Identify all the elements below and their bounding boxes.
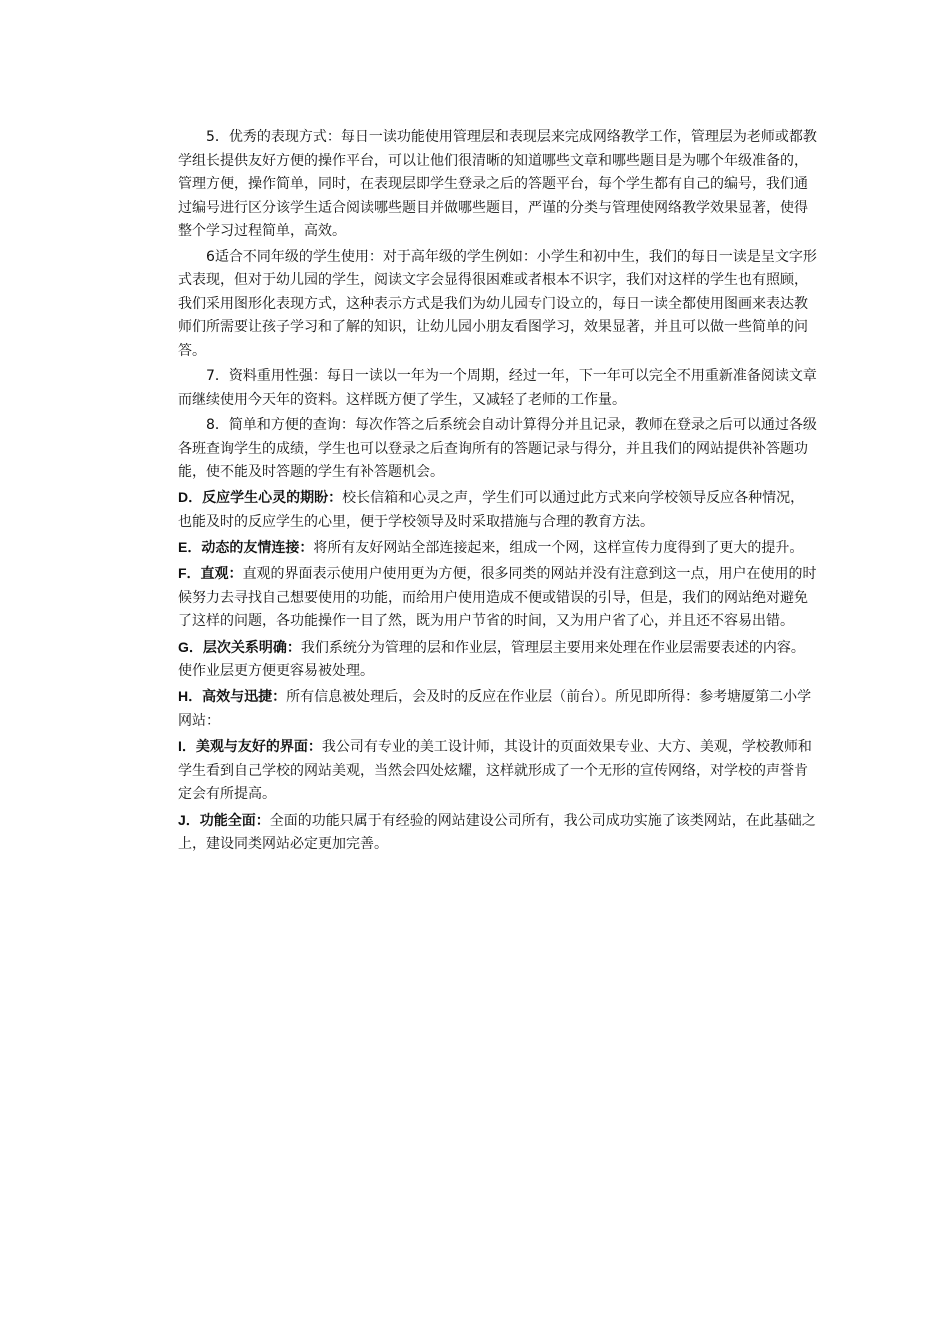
section-j-body: 全面的功能只属于有经验的网站建设公司所有，我公司成功实施了该类网站，在此基础之上，建设同类网站必定更加完善。 [178,812,816,853]
section-i-body: 我公司有专业的美工设计师，其设计的页面效果专业、大方、美观，学校教师和学生看到自己学校的网站美观，当然会四处炫耀，这样就形成了一个无形的宣传网络，对学校的声誉肯定会有所提高。 [178,739,812,803]
section-d-heading: D．反应学生心灵的期盼： [178,489,343,506]
section-i-heading: I．美观与友好的界面： [178,738,322,755]
section-g-heading: G．层次关系明确： [178,638,301,655]
paragraph-8-query: 8．简单和方便的查询：每次作答之后系统会自动计算得分并且记录，教师在登录之后可以通过各级各班查询学生的成绩，学生也可以登录之后查询所有的答题记录与得分，并且我们的网站提供补答题功能，使不能及时答题的学生有补答题机会。 [178,416,817,481]
section-h [178,685,818,733]
section-f-body: 直观的界面表示使用户使用更为方便，很多同类的网站并没有注意到这一点，用户在使用的时候努力去寻找自己想要使用的功能，而给用户使用造成不便或错误的引导，但是，我们的网站绝对避免了这样的问题，各功能操作一目了然，既为用户节省的时间，又为用户省了心，并且还不容易出错。 [178,566,817,630]
paragraph-5-presentation: 5．优秀的表现方式：每日一读功能使用管理层和表现层来完成网络教学工作，管理层为老师或都教学组长提供友好方便的操作平台，可以让他们很清晰的知道哪些文章和哪些题目是为哪个年级准备的，管理方便，操作简单，同时，在表现层即学生登录之后的答题平台，每个学生都有自己的编号，我们通过编号进行区分该学生适合阅读哪些题目并做哪些题目，严谨的分类与管理使网络教学效果显著，使得整个学习过程简单，高效。 [178,129,817,240]
section-i [178,735,818,807]
section-j-heading: J．功能全面： [178,811,270,828]
section-g-body: 我们系统分为管理的层和作业层，管理层主要用来处理在作业层需要表述的内容。使作业层更方便更容易被处理。 [178,639,805,680]
paragraph-6-grades: 6适合不同年级的学生使用：对于高年级的学生例如：小学生和初中生，我们的每日一读是呈文字形式表现，但对于幼儿园的学生，阅读文字会显得很困难或者根本不识字，我们对这样的学生也有照顾，我们采用图形化表现方式，这种表示方式是我们为幼儿园专门设立的，每日一读全都使用图画来表达教师们所需要让孩子学习和了解的知识，让幼儿园小朋友看图学习，效果显著，并且可以做一些简单的问答。 [178,248,817,359]
section-f [178,562,818,634]
section-j [178,809,818,857]
section-f-heading: F．直观： [178,565,243,582]
section-d [178,486,818,534]
section-h-heading: H．高效与迅捷： [178,688,287,705]
document-body [178,126,818,858]
section-e [178,536,818,561]
section-g [178,636,818,684]
section-h-body: 所有信息被处理后，会及时的反应在作业层（前台）。所见即所得：参考塘厦第二小学网站： [178,689,812,729]
paragraph-7-reuse: 7．资料重用性强：每日一读以一年为一个周期，经过一年，下一年可以完全不用重新准备阅读文章而继续使用今天年的资料。这样既方便了学生，又减轻了老师的工作量。 [178,368,817,408]
section-d-body: 校长信箱和心灵之声，学生们可以通过此方式来向学校领导反应各种情况，也能及时的反应学生的心里，便于学校领导及时采取措施与合理的教育方法。 [178,490,805,530]
section-e-body: 将所有友好网站全部连接起来，组成一个网，这样宣传力度得到了更大的提升。 [313,540,804,557]
section-e-heading: E．动态的友情连接： [178,539,314,556]
